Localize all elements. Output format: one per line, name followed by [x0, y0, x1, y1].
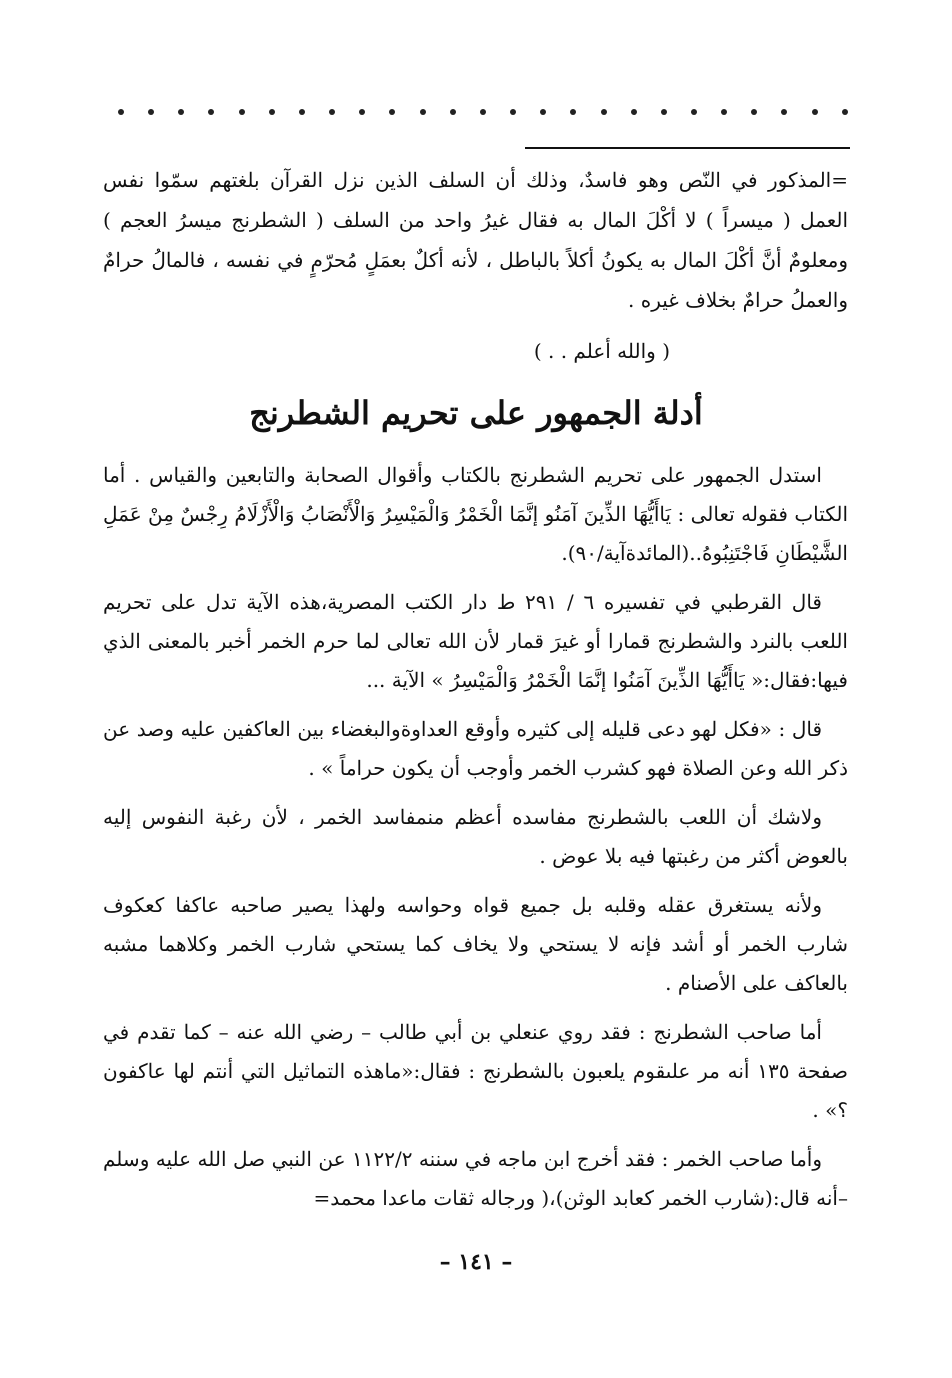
- paragraph: وأما صاحب الخمر : فقد أخرج ابن ماجه في سننه ١١٢٢/٢ عن النبي صل الله عليه وسلم –أنه قال:(شارب الخمر كعابد الوثن)،( ورجاله ثقات ماعدا محمد=: [103, 1147, 848, 1210]
- paragraph: ولأنه يستغرق عقله وقلبه بل جميع قواه وحواسه ولهذا يصير صاحبه عاكفا كعكوف شارب الخمر أو أشد فإنه لا يستحي ولا يخاف كما يستحي شارب الخمر وكلاهما مشبه بالعاكف على الأصنام .: [103, 893, 848, 995]
- footnote-closing: ( والله أعلم . . ): [533, 339, 670, 363]
- paragraph: استدل الجمهور على تحريم الشطرنج بالكتاب وأقوال الصحابة والتابعين والقياس . أما الكتاب فقوله تعالى : يَاأَيُّهَا الذِّينَ آمَنُو إنَّمَا الْخَمْرُ وَالْمَيْسِرُ وَالْأَنْصَابُ وَالْأَزْلَامُ رِجْسٌ مِنْ عَمَلِ الشَّيْطَانِ فَاجْتَنِبُوهُ..(المائدةآية/٩٠).: [103, 463, 848, 565]
- paragraph: ولاشك أن اللعب بالشطرنج مفاسده أعظم منمفاسد الخمر ، لأن رغبة النفوس إليه بالعوض أكثر من رغبتها فيه بلا عوض .: [103, 805, 848, 868]
- footnote-block: [103, 160, 848, 320]
- dotted-separator: [118, 104, 848, 120]
- paragraph: أما صاحب الشطرنج : فقد روي عنعلي بن أبي طالب – رضي الله عنه – كما تقدم في صفحة ١٣٥ أنه مر علىقوم يلعبون بالشطرنج : فقال:«ماهذه التماثيل التي أنتم لها عاكفون ؟» .: [103, 1020, 849, 1122]
- paragraph: قال : «فكل لهو دعى قليله إلى كثيره وأوقع العداوةوالبغضاء بين العاكفين عليه وصد عن ذكر الله وعن الصلاة فهو كشرب الخمر وأوجب أن يكون حراماً » .: [103, 717, 848, 780]
- body-text: [103, 456, 848, 1228]
- footnote-rule: [525, 147, 850, 149]
- section-heading: أدلة الجمهور على تحريم الشطرنج: [249, 394, 703, 432]
- footnote-text: =المذكور في النّص وهو فاسدٌ، وذلك أن السلف الذين نزل القرآن بلغتهم سمّوا نفس العمل ( ميسراً ) لا أكْلَ المال به فقال غيرُ واحد من السلف ( الشطرنج ميسرُ العجم ) ومعلومٌ أنَّ أكْلَ المال به يكونُ أكلاً بالباطل ، لأنه أكلٌ بعمَلٍ مُحرّمٍ في نفسه ، فالمالُ حرامٌ والعملُ حرامٌ بخلاف غيره .: [103, 168, 848, 312]
- page-number: – ١٤١ –: [439, 1249, 513, 1275]
- paragraph: قال القرطبي في تفسيره ٦ / ٢٩١ ط دار الكتب المصرية،هذه الآية تدل على تحريم اللعب بالنرد والشطرنج قمارا أو غيرَ قمار لأن الله تعالى لما حرم الخمر أخبر بالمعنى الذي فيها:فقال:« يَاأَيُّهَا الذِّينَ آمَنُوا إنَّمَا الْخَمْرُ وَالْمَيْسِرُ » الآية ...: [103, 590, 848, 692]
